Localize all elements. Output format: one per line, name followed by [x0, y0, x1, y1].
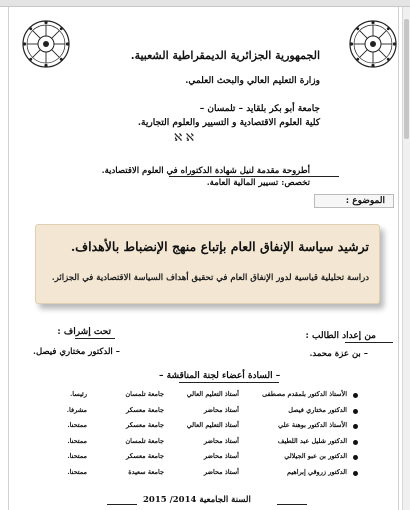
university-seal-left-icon: [21, 19, 71, 69]
jury-member-university: جامعة تلمسان: [125, 436, 164, 445]
jury-member-role: ممتحنا.: [67, 436, 87, 445]
jury-row: [39, 437, 369, 453]
bullet-icon: [353, 393, 358, 398]
faculty-line: كلية العلوم الاقتصادية و التسيير والعلوم التجارية.: [137, 118, 320, 128]
ministry-line: وزارة التعليم العالي والبحث العلمي.: [185, 76, 320, 86]
jury-member-university: جامعة معسكر: [126, 452, 164, 460]
committee-underline: [179, 382, 279, 383]
supervisor-name: – الدكتور مختاري فيصل.: [33, 347, 120, 357]
jury-row: [39, 468, 369, 484]
thesis-purpose: أطروحة مقدمة لنيل شهادة الدكتوراه في العلوم الاقتصادية.: [101, 166, 310, 176]
university-line: جامعة أبو بكر بلقايد – تلمسان –: [199, 104, 320, 114]
document-page: [8, 7, 399, 510]
jury-member-name: الدكتور شليل عبد اللطيف: [277, 436, 347, 445]
thesis-subtitle: دراسة تحليلية قياسية لدور الإنفاق العام في تحقيق أهداف السياسة الاقتصادية في الجزائر.: [51, 273, 369, 283]
jury-member-name: الدكتور بن عبو الجيلالي: [284, 452, 347, 460]
thesis-specialty: تخصص: تسيير المالية العامة.: [206, 178, 310, 188]
bullet-icon: [353, 424, 358, 429]
title-box: [35, 224, 380, 304]
vertical-scrollbar[interactable]: [402, 7, 410, 510]
university-seal-right-icon: [348, 19, 398, 69]
prepared-by-label: من إعداد الطالب :: [305, 331, 376, 341]
supervisor-label: تحت إشراف :: [57, 327, 111, 337]
supervisor-underline: [75, 338, 115, 339]
jury-row: [39, 421, 369, 437]
jury-member-role: رئيسا.: [70, 390, 87, 398]
year-rule-left: [107, 504, 137, 505]
subject-label: الموضوع :: [314, 194, 394, 208]
jury-member-rank: أستاذ محاضر: [203, 436, 239, 445]
jury-member-university: جامعة معسكر: [126, 421, 164, 429]
jury-member-name: الدكتور مختاري فيصل: [288, 405, 347, 414]
prepared-by-underline: [345, 342, 393, 343]
committee-title: – السادة أعضاء لجنة المناقشة –: [159, 371, 281, 381]
jury-row: [39, 406, 369, 422]
jury-member-rank: أستاذ محاضر: [203, 467, 239, 476]
scrollbar-thumb[interactable]: [404, 19, 409, 139]
jury-member-university: جامعة معسكر: [126, 405, 164, 414]
ornament-glyphs: ℵ ℵ: [174, 131, 194, 144]
jury-member-role: مشرفا.: [66, 405, 87, 414]
jury-member-name: الأستاذ الدكتور بوهنة علي: [278, 421, 347, 429]
bullet-icon: [353, 409, 358, 414]
thesis-title: ترشيد سياسة الإنفاق العام بإتباع منهج الإنضباط بالأهداف.: [70, 239, 369, 254]
jury-member-name: الدكتور زروقي إبراهيم: [287, 467, 347, 476]
republic-heading: الجمهورية الجزائرية الديمقراطية الشعبية.: [130, 49, 320, 62]
academic-year: السنة الجامعية 2014/ 2015: [143, 495, 251, 505]
jury-row: [39, 390, 369, 406]
jury-member-rank: أستاذ محاضر: [203, 452, 239, 460]
jury-member-rank: أستاذ التعليم العالي: [186, 390, 239, 398]
jury-member-university: جامعة سعيدة: [128, 467, 164, 476]
jury-list: [39, 390, 369, 483]
student-name: – بن عزة محمد.: [309, 349, 368, 359]
thesis-underline: [169, 176, 339, 177]
bullet-icon: [353, 455, 358, 460]
jury-member-role: ممتحنا.: [67, 467, 87, 476]
jury-member-role: ممتحنا.: [67, 452, 87, 460]
jury-member-rank: أستاذ محاضر: [203, 405, 239, 414]
jury-member-rank: أستاذ التعليم العالي: [186, 421, 239, 429]
jury-member-role: ممتحنا.: [67, 421, 87, 429]
bullet-icon: [353, 471, 358, 476]
jury-member-university: جامعة تلمسان: [125, 390, 164, 398]
bullet-icon: [353, 440, 358, 445]
jury-member-name: الأستاذ الدكتور بلمقدم مصطفى: [262, 390, 347, 398]
jury-row: [39, 452, 369, 468]
viewer-toolbar: [0, 0, 410, 7]
year-rule-right: [277, 504, 307, 505]
